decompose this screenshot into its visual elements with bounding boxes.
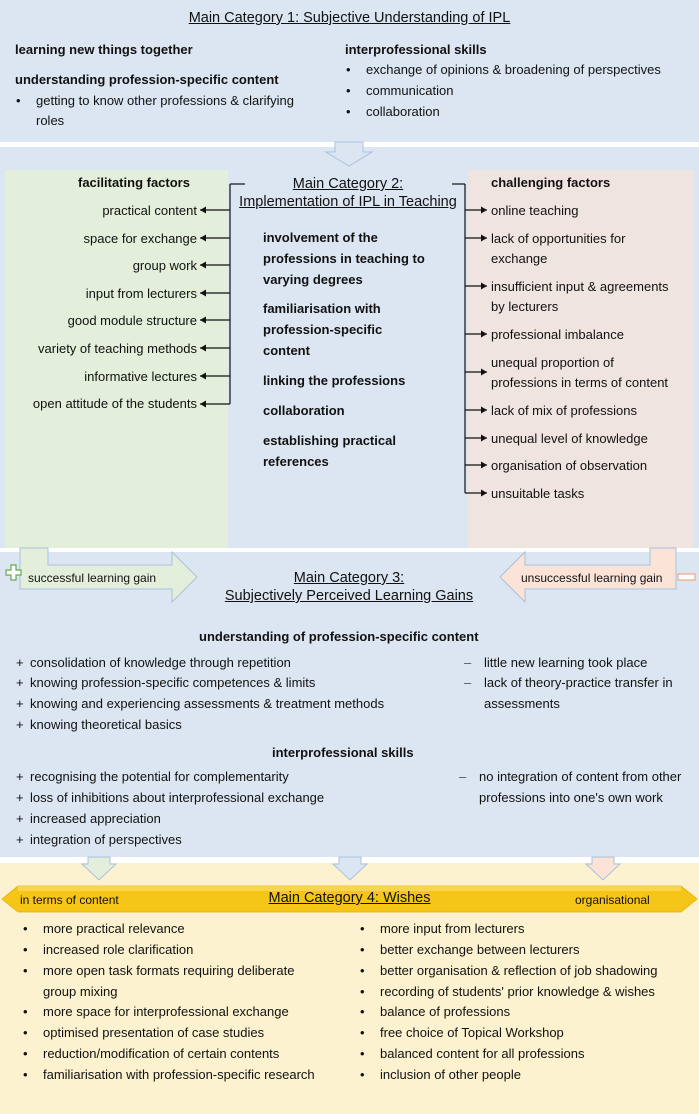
facilitating-item: informative lectures [84, 369, 197, 384]
facilitating-head: facilitating factors [78, 175, 190, 190]
cat1-left-head2: understanding profession-specific content [15, 72, 279, 87]
cat1-left-bullet-line1: getting to know other professions & clarifying [36, 93, 294, 108]
facilitating-item: group work [132, 258, 197, 273]
cat4-right-item: • balance of professions [380, 1004, 510, 1020]
cat4-right-item: • recording of students' prior knowledge & wishes [380, 984, 655, 1000]
facilitating-bracket [200, 184, 245, 408]
cat3-minus-item-cont: professions into one's own work [479, 790, 663, 805]
plus-icon [6, 565, 21, 580]
cat3-minus-item: – little new learning took place [484, 655, 647, 671]
facilitating-item: space for exchange [83, 231, 197, 246]
center-item: content [263, 343, 310, 358]
center-item: linking the professions [263, 373, 406, 388]
challenging-item: online teaching [491, 203, 579, 218]
down-arrow-red [586, 857, 620, 880]
cat3-plus-item: + consolidation of knowledge through repetition [30, 655, 291, 671]
cat4-right-tag: organisational [575, 893, 650, 907]
cat4-left-item: • reduction/modification of certain contents [43, 1046, 279, 1062]
challenging-item: by lecturers [491, 299, 559, 314]
cat2-title-line1: Main Category 2: [292, 176, 404, 192]
cat4-left-item: • more practical relevance [43, 921, 185, 937]
cat3-head1: understanding of profession-specific content [199, 629, 479, 644]
cat3-plus-item: + knowing and experiencing assessments & treatment methods [30, 696, 384, 712]
cat2-title-line2: Implementation of IPL in Teaching [239, 194, 457, 210]
challenging-item: unequal level of knowledge [491, 431, 648, 446]
cat4-right-item: • free choice of Topical Workshop [380, 1025, 564, 1041]
challenging-item: lack of mix of professions [491, 403, 637, 418]
cat3-plus-item: + loss of inhibitions about interprofessional exchange [30, 790, 324, 806]
cat4-left-item-cont: group mixing [43, 984, 118, 999]
challenging-item: insufficient input & agreements [491, 279, 669, 294]
challenging-item: unequal proportion of [491, 355, 614, 370]
cat1-right-item: • exchange of opinions & broadening of perspectives [366, 62, 661, 78]
facilitating-item: variety of teaching methods [38, 341, 197, 356]
challenging-item: lack of opportunities for [491, 231, 626, 246]
down-arrow-blue [333, 857, 367, 880]
cat4-right-item: • balanced content for all professions [380, 1046, 585, 1062]
down-arrow-1 [326, 142, 372, 166]
center-item: collaboration [263, 403, 345, 418]
challenging-item: professions in terms of content [491, 375, 669, 390]
cat3-head2: interprofessional skills [272, 745, 414, 760]
challenging-item: organisation of observation [491, 458, 648, 473]
center-item: involvement of the [263, 230, 378, 245]
cat3-title-line2: Subjectively Perceived Learning Gains [224, 588, 474, 604]
cat3-plus-item: + knowing theoretical basics [30, 717, 182, 733]
minus-icon [678, 574, 695, 580]
cat1-right-item: • communication [366, 83, 453, 99]
center-item: establishing practical [263, 433, 396, 448]
cat4-left-item: • more space for interprofessional exchange [43, 1004, 289, 1020]
challenging-head: challenging factors [491, 175, 611, 190]
challenging-item: exchange [491, 251, 548, 266]
cat3-plus-item: + knowing profession-specific competences & limits [30, 675, 315, 691]
cat4-title: Main Category 4: Wishes [268, 890, 431, 906]
successful-label: successful learning gain [28, 571, 157, 585]
cat3-plus-item: + recognising the potential for complementarity [30, 769, 289, 785]
down-arrow-green [82, 857, 116, 880]
cat3-plus-item: + integration of perspectives [30, 832, 182, 848]
cat1-left-head1: learning new things together [15, 42, 193, 57]
cat4-left-item: • increased role clarification [43, 942, 193, 958]
center-item: professions in teaching to [263, 251, 425, 266]
facilitating-item: input from lecturers [85, 286, 197, 301]
cat3-title-line1: Main Category 3: [293, 570, 405, 586]
cat3-plus-item: + increased appreciation [30, 811, 161, 827]
cat4-left-tag: in terms of content [20, 893, 119, 907]
cat4-left-item: • more open task formats requiring deliberate [43, 963, 294, 979]
facilitating-item: practical content [102, 203, 197, 218]
cat1-title: Main Category 1: Subjective Understanding of IPL [188, 10, 511, 26]
center-item: references [263, 454, 329, 469]
cat1-right-head: interprofessional skills [345, 42, 487, 57]
unsuccessful-label: unsuccessful learning gain [521, 571, 663, 585]
center-item: profession-specific [263, 322, 383, 337]
cat4-right-item: • more input from lecturers [380, 921, 525, 937]
cat3-minus-item-cont: assessments [484, 696, 560, 711]
cat3-minus-item: – lack of theory-practice transfer in [484, 675, 673, 691]
cat4-left-item: • optimised presentation of case studies [43, 1025, 264, 1041]
facilitating-item: open attitude of the students [32, 396, 197, 411]
cat4-right-item: • better exchange between lecturers [380, 942, 579, 958]
cat4-right-item: • better organisation & reflection of job shadowing [380, 963, 658, 979]
cat1-left-bullet-line2: roles [36, 113, 65, 128]
center-item: familiarisation with [263, 301, 381, 316]
cat4-left-item: • familiarisation with profession-specific research [43, 1067, 315, 1083]
challenging-item: unsuitable tasks [491, 486, 585, 501]
center-item: varying degrees [263, 272, 363, 287]
cat1-right-item: • collaboration [366, 104, 440, 120]
challenging-item: professional imbalance [491, 327, 624, 342]
challenging-bracket [452, 184, 487, 497]
cat4-right-item: • inclusion of other people [380, 1067, 521, 1083]
facilitating-item: good module structure [67, 313, 197, 328]
cat3-minus-item: – no integration of content from other [479, 769, 681, 785]
